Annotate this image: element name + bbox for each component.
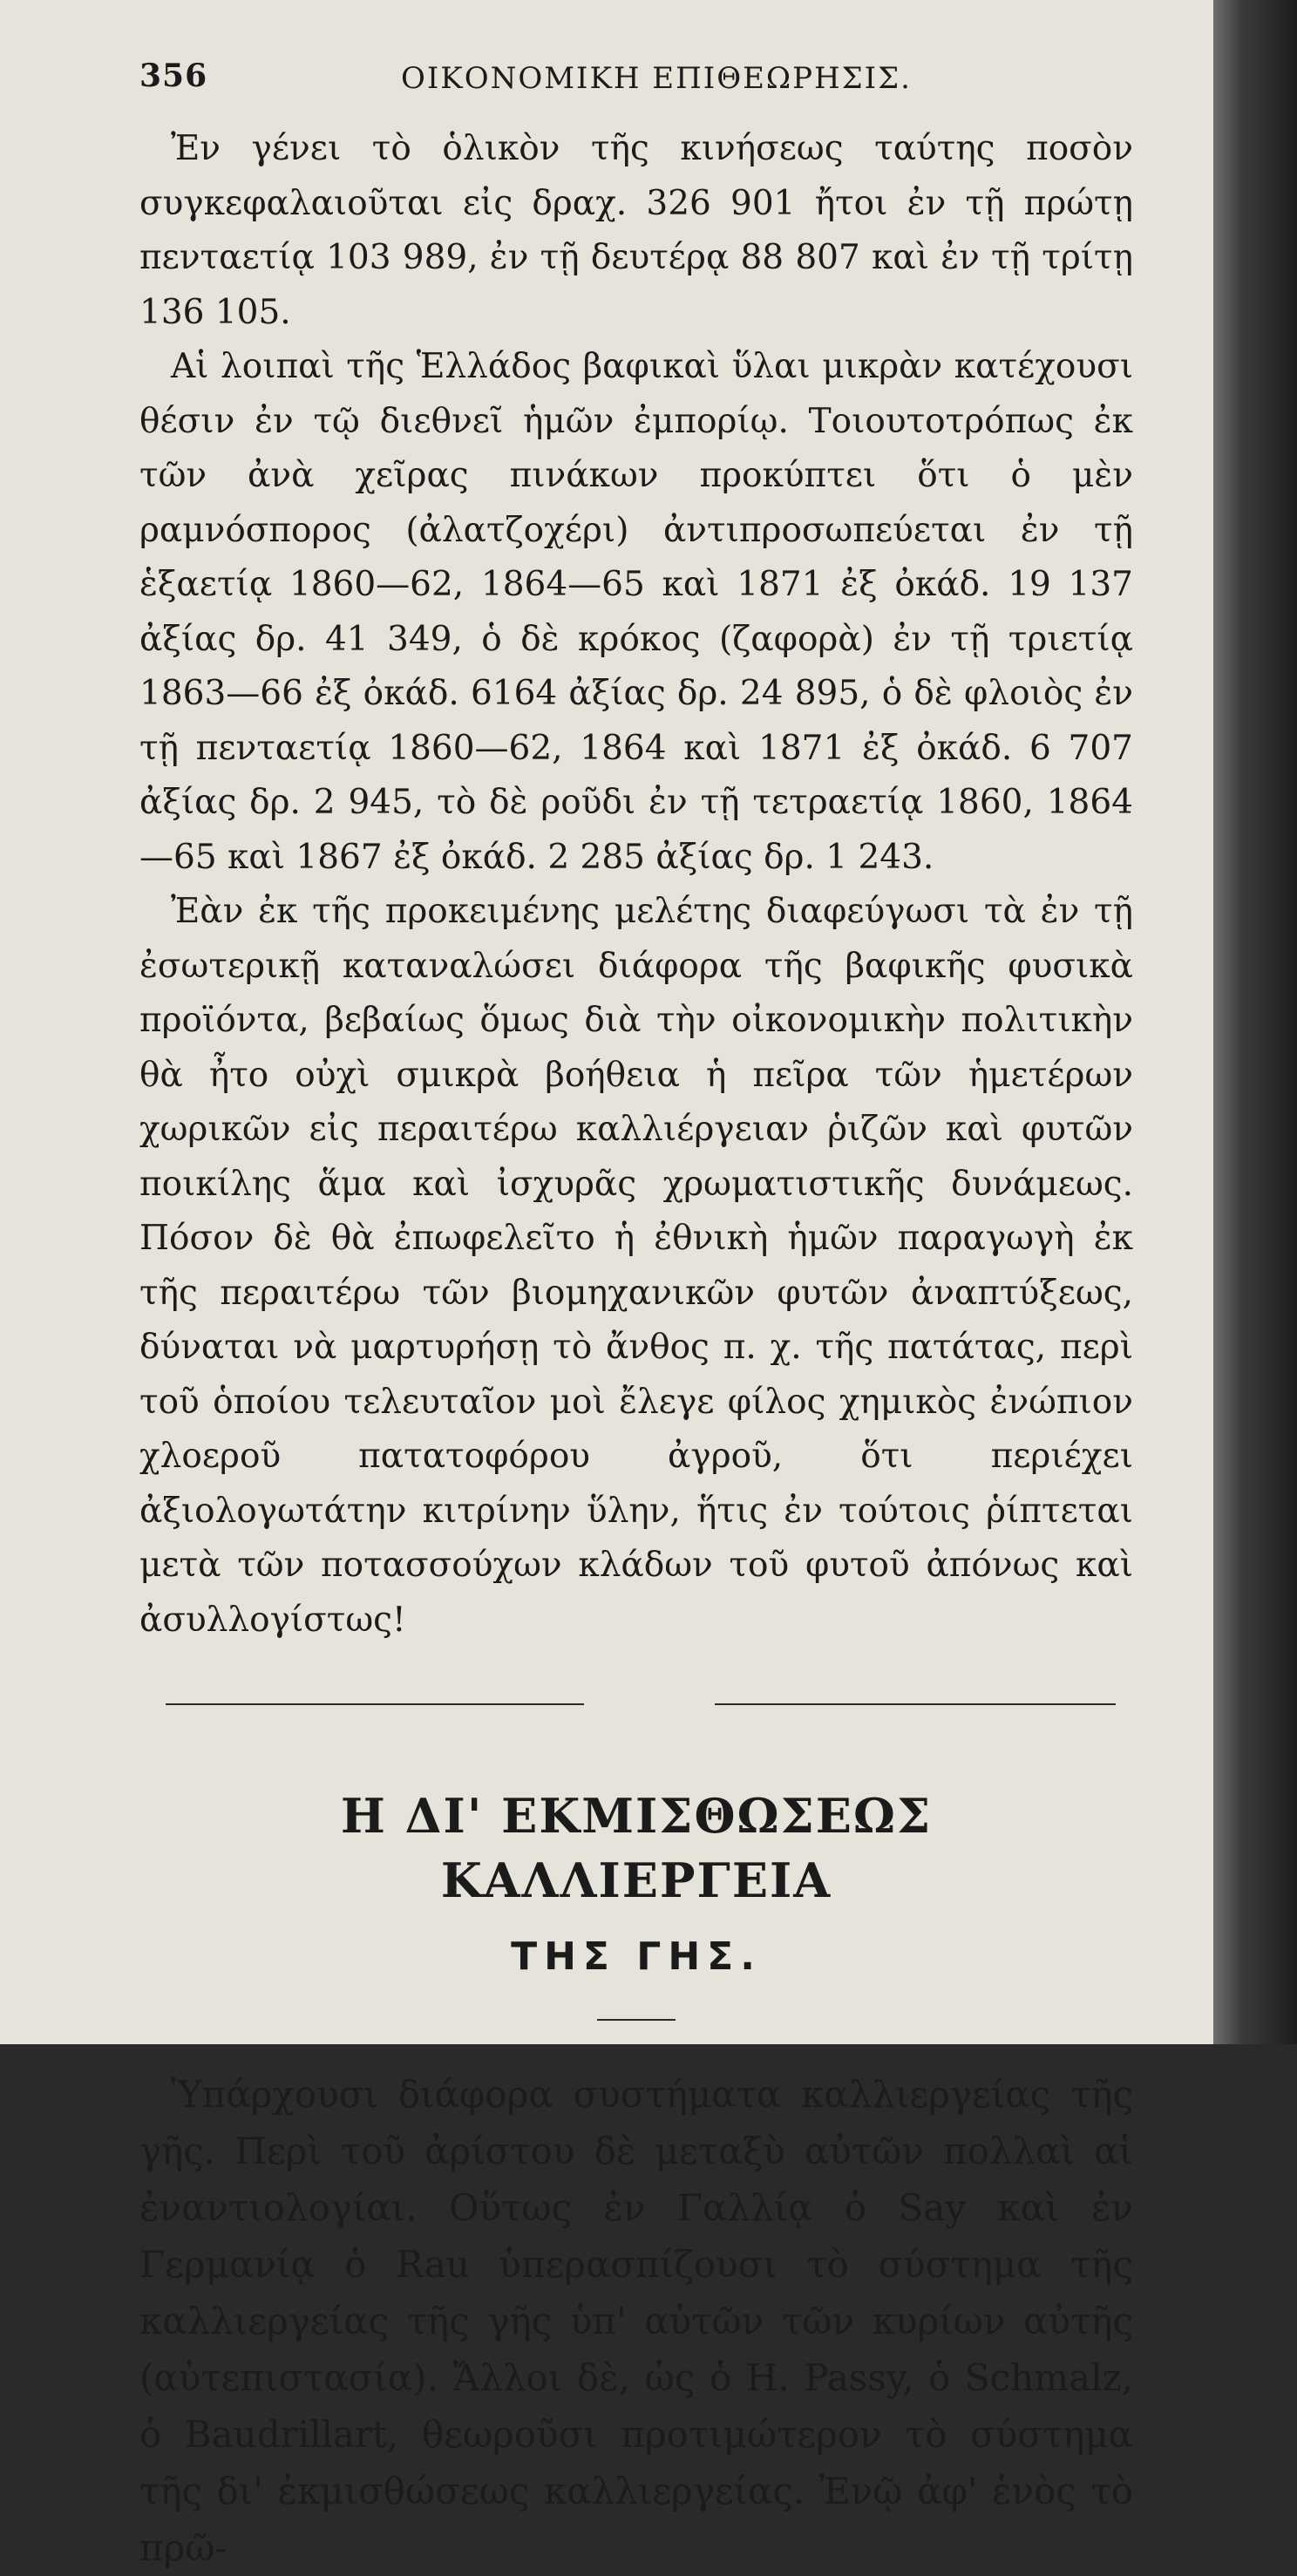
separator-rule-right bbox=[715, 1703, 1116, 1705]
paragraph-dye-materials: Αἱ λοιπαὶ τῆς Ἑλλάδος βαφικαὶ ὕλαι μικρὰν κατέχουσι θέσιν ἐν τῷ διεθνεῖ ἡμῶν ἐμπορίῳ. Τοιουτοτρόπως ἐκ τῶν ἀνὰ χεῖρας πινάκων προκύπτει ὅτι ὁ μὲν ραμνόσπορος (ἀλατζοχέρι) ἀντιπροσωπεύεται ἐν τῇ ἑξαετίᾳ 1860—62, 1864—65 καὶ 1871 ἐξ ὀκάδ. 19 137 ἀξίας δρ. 41 349, ὁ δὲ κρόκος (ζαφορὰ) ἐν τῇ τριετίᾳ 1863—66 ἐξ ὀκάδ. 6164 ἀξίας δρ. 24 895, ὁ δὲ φλοιὸς ἐν τῇ πενταετίᾳ 1860—62, 1864 καὶ 1871 ἐξ ὀκάδ. 6 707 ἀξίας δρ. 2 945, τὸ δὲ ροῦδι ἐν τῇ τετραετίᾳ 1860, 1864—65 καὶ 1867 ἐξ ὀκάδ. 2 285 ἀξίας δρ. 1 243. bbox=[139, 347, 1133, 877]
page-header bbox=[139, 58, 1133, 101]
paragraph-totals: Ἐν γένει τὸ ὁλικὸν τῆς κινήσεως ταύτης ποσὸν συγκεφαλαιοῦται εἰς δραχ. 326 901 ἤτοι ἐν τῇ πρώτῃ πενταετίᾳ 103 989, ἐν τῇ δευτέρᾳ 88 807 καὶ ἐν τῇ τρίτῃ 136 105. bbox=[139, 129, 1133, 332]
book-gutter-shadow bbox=[1213, 0, 1297, 2044]
page-body bbox=[139, 122, 1133, 2576]
page-number: 356 bbox=[139, 58, 208, 94]
title-rule bbox=[597, 2019, 676, 2021]
section-title: Η ΔΙ' ΕΚΜΙΣΘΩΣΕΩΣ ΚΑΛΛΙΕΡΓΕΙΑ bbox=[340, 1788, 933, 1908]
running-head: ΟΙΚΟΝΟΜΙΚΗ ΕΠΙΘΕΩΡΗΣΙΣ. bbox=[401, 61, 912, 96]
section-separator bbox=[139, 1682, 1133, 1735]
separator-rule-left bbox=[166, 1703, 584, 1705]
paragraph-domestic-consumption: Ἐὰν ἐκ τῆς προκειμένης μελέτης διαφεύγωσι τὰ ἐν τῇ ἐσωτερικῇ καταναλώσει διάφορα τῆς βαφικῆς φυσικὰ προϊόντα, βεβαίως ὅμως διὰ τὴν οἰκονομικὴν πολιτικὴν θὰ ἦτο οὐχὶ σμικρὰ βοήθεια ἡ πεῖρα τῶν ἡμετέρων χωρικῶν εἰς περαιτέρω καλλιέργειαν ῥιζῶν καὶ φυτῶν ποικίλης ἅμα καὶ ἰσχυρᾶς χρωματιστικῆς δυνάμεως. Πόσον δὲ θὰ ἐπωφελεῖτο ἡ ἐθνικὴ ἡμῶν παραγωγὴ ἐκ τῆς περαιτέρω τῶν βιομηχανικῶν φυτῶν ἀναπτύξεως, δύναται νὰ μαρτυρήσῃ τὸ ἄνθος π. χ. τῆς πατάτας, περὶ τοῦ ὁποίου τελευταῖον μοὶ ἔλεγε φίλος χημικὸς ἐνώπιον χλοεροῦ πατατοφόρου ἀγροῦ, ὅτι περιέχει ἀξιολογωτάτην κιτρίνην ὕλην, ἥτις ἐν τούτοις ῥίπτεται μετὰ τῶν ποτασσούχων κλάδων τοῦ φυτοῦ ἀπόνως καὶ ἀσυλλογίστως! bbox=[139, 892, 1133, 1640]
paragraph-cultivation-systems: Ὑπάρχουσι διάφορα συστήματα καλλιεργείας τῆς γῆς. Περὶ τοῦ ἀρίστου δὲ μεταξὺ αὐτῶν πολλαὶ αἱ ἐναντιολογίαι. Οὕτως ἐν Γαλλίᾳ ὁ Say καὶ ἐν Γερμανίᾳ ὁ Rau ὑπερασπίζουσι τὸ σύστημα τῆς καλλιεργείας τῆς γῆς ὑπ' αὐτῶν τῶν κυρίων αὐτῆς (αὐτεπιστασία). Ἄλλοι δὲ, ὡς ὁ H. Passy, ὁ Schmalz, ὁ Baudrillart, θεωροῦσι προτιμώτερον τὸ σύστημα τῆς δι' ἐκμισθώσεως καλλιεργείας. Ἐνῷ ἀφ' ἑνὸς τὸ πρῶ- bbox=[139, 2073, 1133, 2569]
section-subtitle: ΤΗΣ ΓΗΣ. bbox=[511, 1934, 762, 1979]
